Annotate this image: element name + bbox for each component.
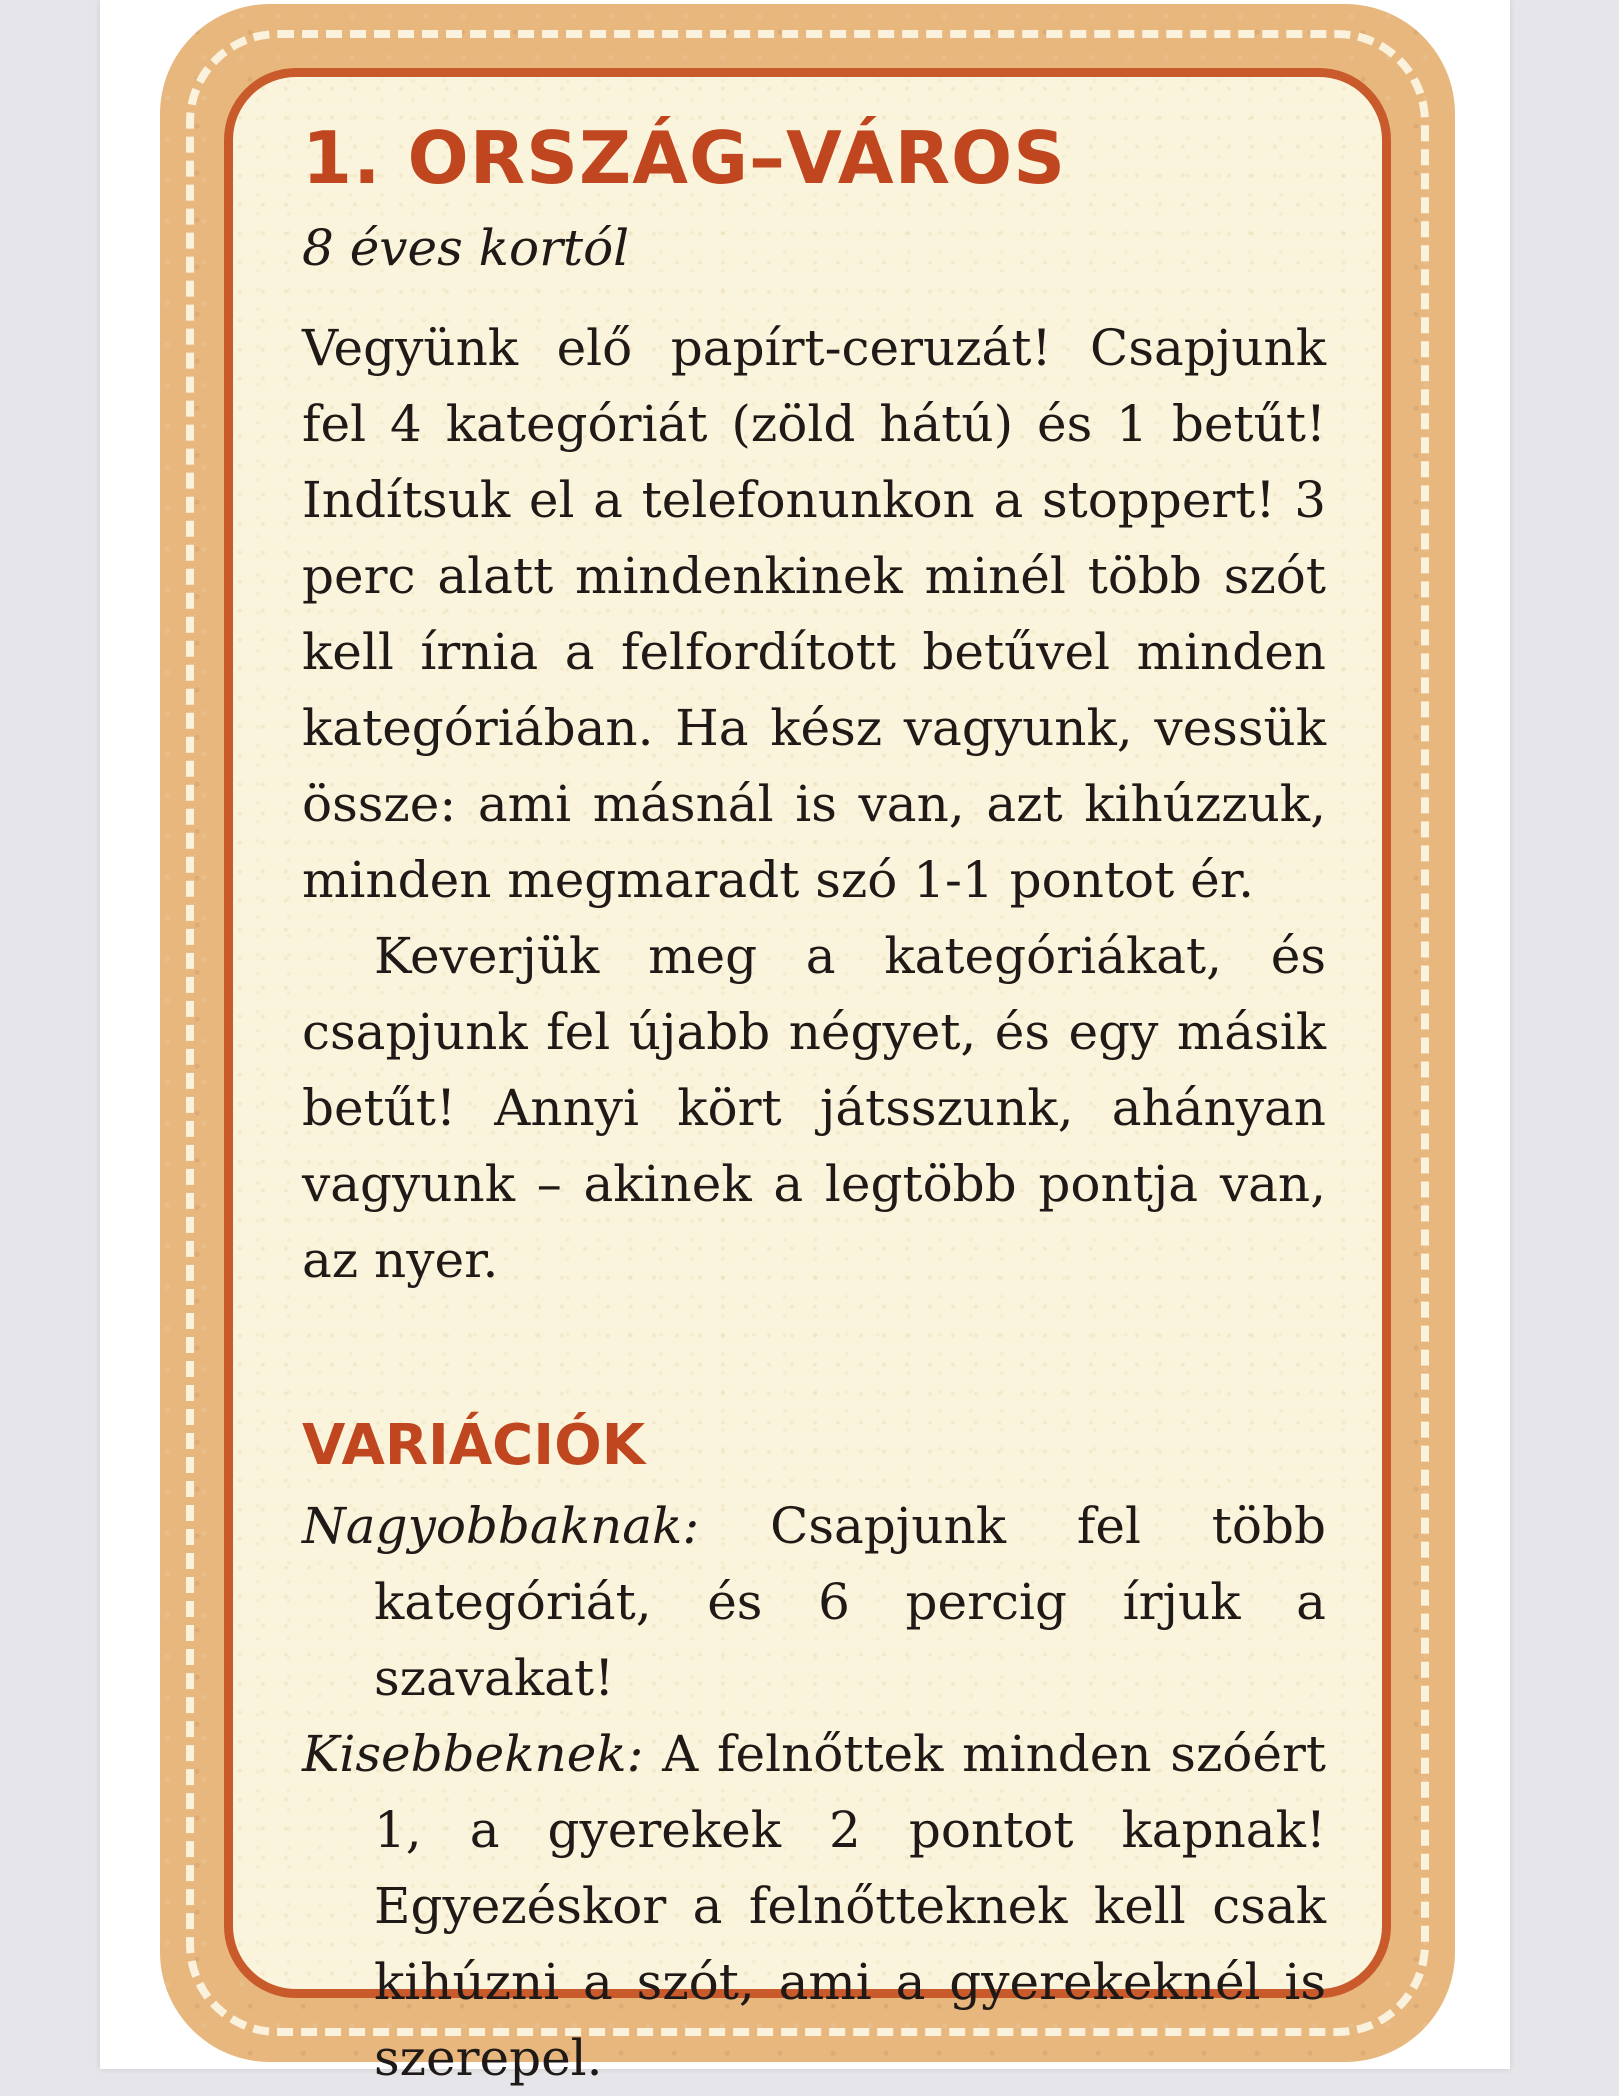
variation-older-text: Csapjunk fel több kategóriát, és 6 percig írjuk a szavakat!: [374, 1497, 1326, 1707]
variation-older: [302, 1488, 1326, 1716]
card-title: 1. ORSZÁG–VÁROS: [302, 116, 1067, 200]
age-label: 8 éves kortól: [302, 219, 630, 277]
rules-paragraph-1: Vegyünk elő papírt-ceruzát! Csapjunk fel 4 kategóriát (zöld hátú) és 1 betűt! Indítsuk el a telefonunkon a stoppert! 3 perc alatt mindenkinek minél több szót kell írnia a felfordított betűvel minden kategóriában. Ha kész vagyunk, vessük össze: ami másnál is van, azt kihúzzuk, minden megmaradt szó 1-1 pontot ér.: [302, 319, 1326, 909]
variations-heading: VARIÁCIÓK: [302, 1413, 646, 1478]
variation-younger-label: Kisebbeknek:: [302, 1725, 644, 1783]
variation-younger-text: A felnőttek minden szóért 1, a gyerekek 2 pontot kapnak! Egyezéskor a felnőtteknek kell csak kihúzni a szót, ami a gyerekeknél is szerepel.: [374, 1725, 1326, 2087]
card-content: [302, 108, 1326, 2096]
variation-older-label: Nagyobbaknak:: [302, 1497, 700, 1555]
rules-paragraph-2: Keverjük meg a kategóriákat, és csapjunk fel újabb négyet, és egy másik betűt! Annyi kört játsszunk, ahányan vagyunk – akinek a legtöbb pontja van, az nyer.: [302, 927, 1326, 1289]
variation-younger: [302, 1716, 1326, 2096]
